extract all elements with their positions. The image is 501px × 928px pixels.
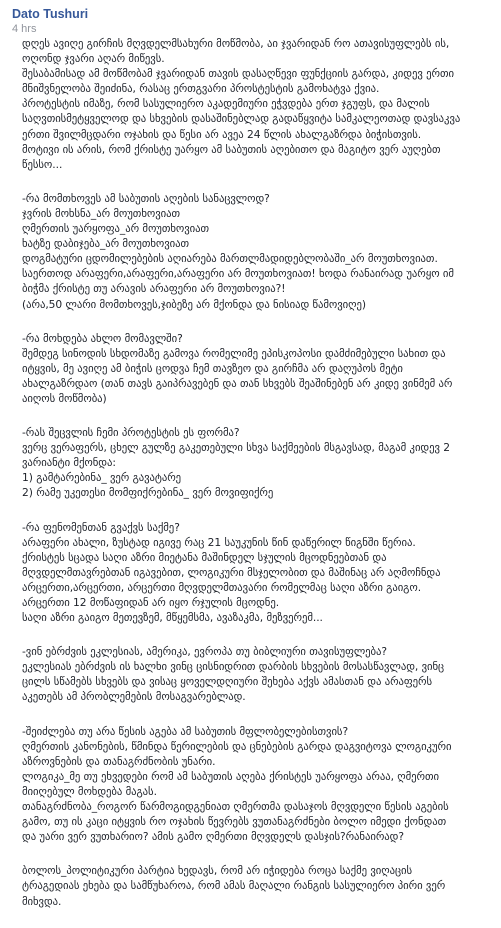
post-text-line: 2) რამე უკეთესი მომფიქრებინა_ ვერ მოვიფიქრე: [22, 486, 274, 500]
post-text-line: -რა ფენომენთან გვაქვს საქმე?: [22, 520, 180, 534]
post-text-line: ქრისტეს სცადა საღი აზრი მიეტანა მაშინდელ სჯულის მცოდნეებთან და: [22, 550, 387, 564]
post-text-line: არცერთი,არცერთი, არცერთი მღვდელმთავარი რომელმაც საღი აზრი გაიგო.: [22, 580, 422, 594]
post-header: [0, 0, 501, 36]
post-text-line: ღმერთის კანონების, წმინდა წერილების და ცნებების გარდა დაგვიტოვა ლოგიკური: [22, 739, 452, 753]
post-text-line: მნიშვნელობა შეიძინა, რასაც ერთგვარი პროსტესტის გამოხატვა ქვია.: [22, 82, 380, 96]
post-text-line: ახალგაზრდაო (თან თავს გაიპრავებენ და თან სხვებს შეაშინებენ არ კიდე ვინმემ არ: [22, 376, 453, 390]
post-paragraph: [22, 520, 489, 626]
post-paragraph: [22, 425, 489, 500]
post-body: [0, 36, 501, 909]
post-text-line: აკეთებს ამ პრობლემების მოსაგვარებლად.: [22, 690, 246, 704]
post-paragraph: [22, 36, 489, 172]
post-paragraph: [22, 331, 489, 406]
post-paragraph: [22, 724, 489, 845]
post-text-line: ვარიანტი მქონდა:: [22, 456, 116, 470]
post-text-line: -რას შეცვლის ჩემი პროტესტის ეს ფორმა?: [22, 426, 240, 440]
post-timestamp[interactable]: 4 hrs: [12, 23, 37, 35]
post-text-line: ოღონდ ჯვარი აღარ მიწევს.: [22, 52, 165, 66]
post-text-line: არცერთი 12 მოწაფიდან არ იყო რჯულის მცოდნე.: [22, 596, 280, 609]
post-text-line: 1) გამტარებინა_ ვერ გავატარე: [22, 471, 182, 485]
post-text-line: მიიღებულ მოხდება მაგას.: [22, 784, 157, 798]
post-text-line: მღვდელმთავრებთან იგავებით, ლოგიკური მსჯელობით და მაშინაც არ აღმოჩნდა: [22, 565, 441, 579]
post-text-line: გამო, თუ ის კაცი იტყვის რო ოჯახის წევრებს ვუთანაგრძნები ბოლო იმედი ქონდათ: [22, 815, 447, 829]
post-text-line: აიღოს მოწმობა): [22, 391, 107, 405]
post-text-line: აზროვნების და თანაგრძნობის უნარი.: [22, 754, 216, 768]
post-text-line: მიხვდა.: [22, 894, 62, 908]
post-text-line: ღმერთის უარყოფა_არ მოუთხოვიათ: [22, 222, 210, 236]
post-text-line: შემდეგ სინოდის სხდომაზე გამოვა რომელიმე ეპისკოპოსი დამძიმებული სახით და: [22, 346, 446, 360]
post-text-line: და უარი ვერ ვუთხარიო? ამის გამო ღმერთი მღვდელს დასჯის?რანაირად?: [22, 830, 404, 844]
post-text-line: ტრაგედიას ეხება და სამწუხაროა, რომ ამას მაღალი რანგის სასულიერო პირი ვერ: [22, 879, 446, 893]
post-text-line: დღეს ავიღე გირჩის მღვდელმსახური მოწმობა, აი ჯვარიდან რო ათავისუფლებს ის,: [22, 37, 450, 50]
post-text-line: წესსო...: [22, 157, 63, 171]
post-text-line: საერთოდ არაფერი,არაფერი,არაფერი არ მოუთხოვიათ! ხოდა რანაირად უარყო იმ: [22, 267, 454, 281]
post-paragraph: [22, 191, 489, 312]
post-text-line: ცილს სწამებს სხვებს და ვისაც ყოველდღიური შეხება აქვს ამასთან და არაფერს: [22, 675, 433, 689]
post-text-line: -რა მოხდება ახლო მომავლში?: [22, 331, 183, 345]
post-text-line: -ვინ ებრძვის ეკლესიას, ამერიკა, ევროპა თუ ბიბლიური თავისუფლება?: [22, 645, 388, 659]
post-text-line: საღი აზრი გაიგო მეთევზემ, მწყემსმა, ავაზაკმა, მეზვერემ...: [22, 611, 323, 625]
post-text-line: დოგმატური ცდომილებების აღიარება მართლმადიდებლობაში_არ მოუთხოვიათ.: [22, 252, 438, 266]
post-text-line: ხატზე დაბიჯება_არ მოუთხოვიათ: [22, 237, 190, 251]
post-text-line: პროტესტის იმაზე, რომ სასულიერო აკადემიური ეჭვდება ერთ ჯგუფს, და მალის: [22, 97, 430, 111]
author-name-link[interactable]: Dato Tushuri: [12, 7, 89, 21]
post-text-line: მოტივი ის არის, რომ ქრისტე უარყო ამ საბუთის აღებითო და მაგიტო ვერ აუღებთ: [22, 142, 441, 156]
post-text-line: ერთი შვილმცდარი ოჯახის და წესი არ ავეა 24 წლის ახალგაზრდა ბიჭისთვის.: [22, 127, 422, 141]
post-paragraph: [22, 863, 489, 908]
post-text-line: -რა მომთხოვეს ამ საბუთის აღების სანაცვლოდ?: [22, 191, 270, 205]
post-text-line: იტყვის, მე ავიღე ამ ბიჭის ცოდვა ჩემ თავზეო და გირჩმა არ დაღუპოს მეტი: [22, 361, 403, 375]
post-text-line: ეკლესიას ებრძვის ის ხალხი ვინც ცისნიდრით დარბის სხვების მოსასწავლად, ვინც: [22, 660, 445, 674]
post-text-line: შესაბამისად ამ მოწმობამ ჯვარიდან თავის დასაღწევი ფუნქციის გარდა, კიდევ ერთი: [22, 67, 454, 81]
post-text-line: საღვთისმეტყველოდ და სხვების დასაშინებლად გადაწყვიტა სამკალეოთად დავსაკვა: [22, 112, 461, 126]
post-text-line: ბოლოს_პოლიტიკური პარტია ხედავს, რომ არ იჭიდება როცა საქმე ვიღაცის: [22, 864, 413, 878]
post-paragraph: [22, 644, 489, 704]
post-text-line: თანაგრძნობა_როგორ წარმოგიდგენიათ ღმერთმა დასაჯოს მღვდელი წესის აგების: [22, 800, 449, 814]
post-text-line: ჯვრის მოხსნა_არ მოუთხოვიათ: [22, 206, 181, 220]
post-text-line: ბიჭმა ქრისტე თუ არავის არაფერი არ მოუთხოვია?!: [22, 282, 286, 296]
post-text-line: ვერც ვერაფერს, ცხელ გულზე გაკეთებული სხვა საქმეების მსგავსად, მაგამ კიდევ 2: [22, 441, 451, 455]
post-text-line: (არა,50 ლარი მომთხოვეს,ჯიბეზე არ მქონდა და ნისიად წამოვიღე): [22, 297, 366, 311]
post-text-line: -შეიძლება თუ არა წესის აგება ამ საბუთის მფლობელებისთვის?: [22, 724, 349, 738]
post-text-line: ლოგიკა_მე თუ ეხვედები რომ ამ საბუთის აღება ქრისტეს უარყოფა არაა, ღმერთი: [22, 769, 439, 783]
post-text-line: არაფერი ახალი, ზუსტად იგივე რაც 21 საუკუნის წინ დაწერილ წიგნში წერია.: [22, 535, 416, 549]
